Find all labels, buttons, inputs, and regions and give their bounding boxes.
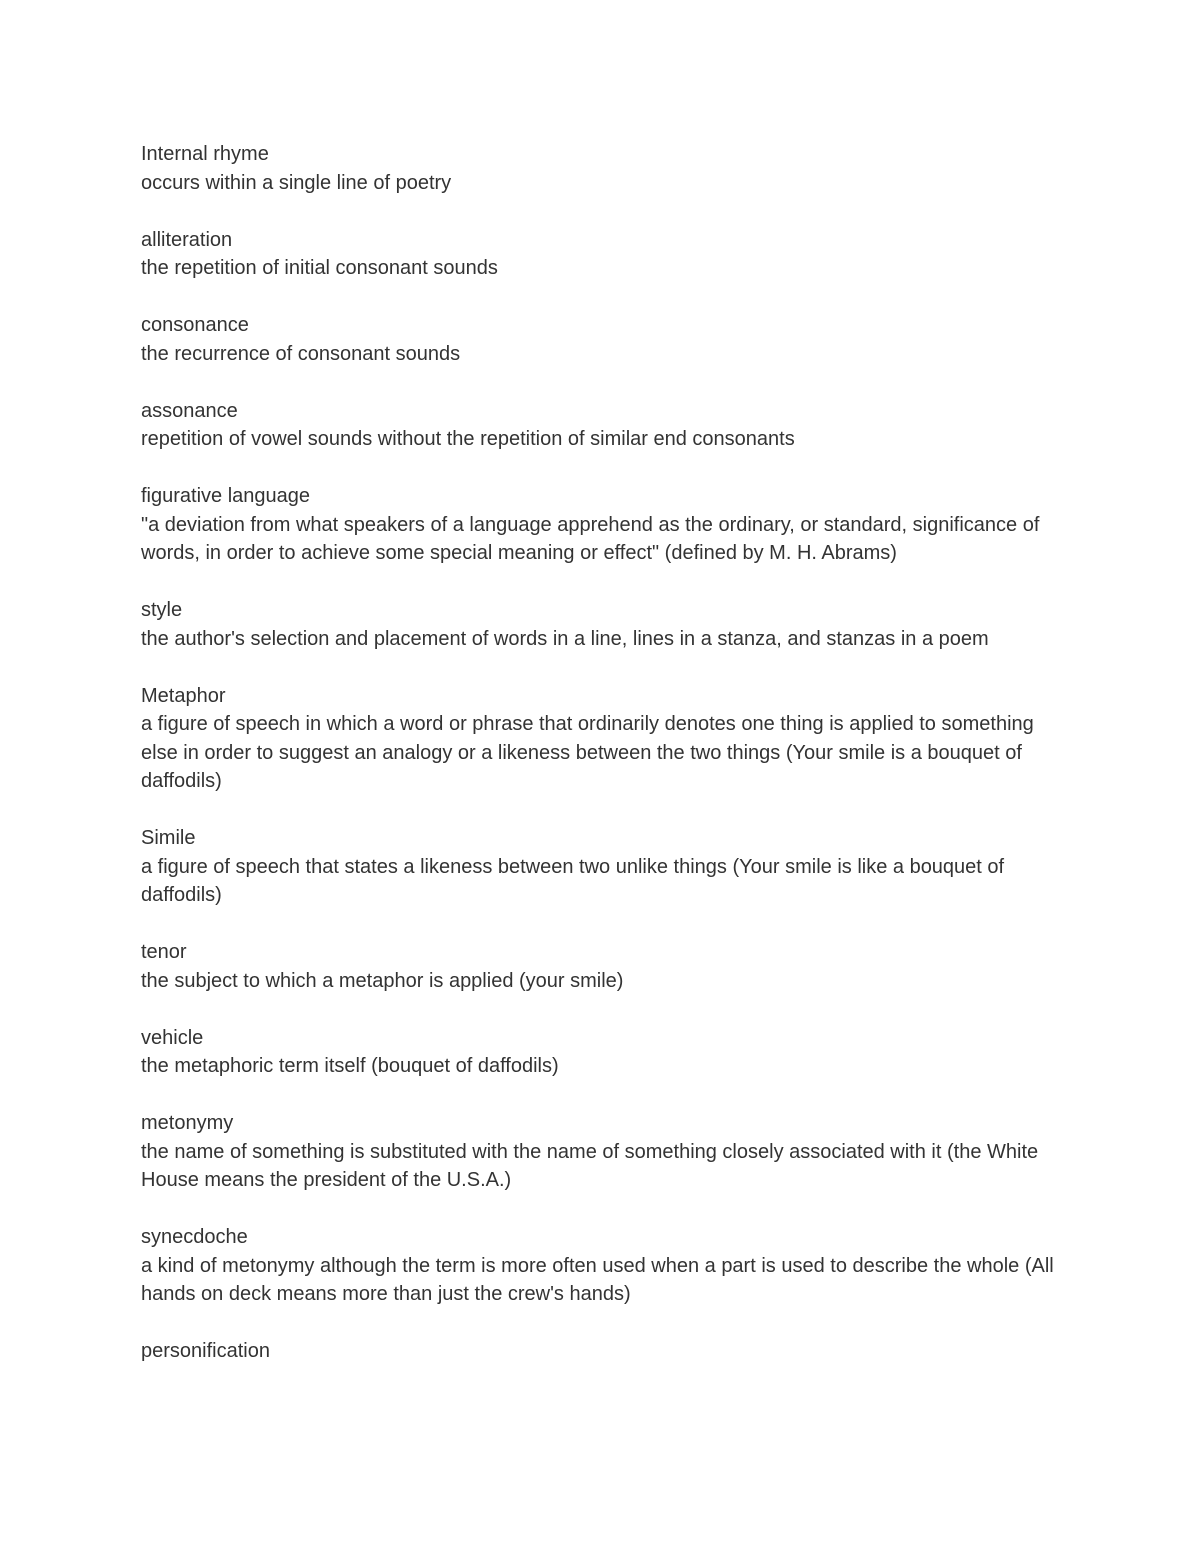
glossary-term: Simile bbox=[141, 827, 196, 849]
glossary-term: alliteration bbox=[141, 228, 233, 251]
glossary-definition: the recurrence of consonant sounds bbox=[141, 342, 461, 365]
glossary-term: Metaphor bbox=[141, 684, 226, 707]
glossary-definition: the repetition of initial consonant sounds bbox=[141, 257, 498, 279]
glossary-definition: a figure of speech that states a likeness between two unlike things (Your smile is like a bouquet of daffodils) bbox=[141, 855, 1005, 906]
glossary-term: personification bbox=[141, 1340, 270, 1362]
glossary-definition: the subject to which a metaphor is applied (your smile) bbox=[141, 969, 624, 992]
glossary-entry bbox=[141, 226, 1071, 283]
glossary-entry bbox=[141, 397, 1071, 454]
glossary-term: synecdoche bbox=[141, 1226, 248, 1248]
glossary-entry bbox=[141, 824, 1071, 910]
glossary-entry bbox=[141, 1109, 1071, 1195]
glossary-definition: a figure of speech in which a word or phrase that ordinarily denotes one thing is applied to something else in order to suggest an analogy or a likeness between the two things (Your smile is a bouquet of daffodils) bbox=[141, 713, 1034, 792]
glossary-entry bbox=[141, 311, 1071, 368]
glossary-term: assonance bbox=[141, 399, 238, 422]
glossary-term: vehicle bbox=[141, 1026, 204, 1049]
glossary-entry bbox=[141, 1337, 1071, 1366]
glossary-term: style bbox=[141, 599, 183, 621]
glossary-definition: "a deviation from what speakers of a language apprehend as the ordinary, or standard, significance of words, in order to achieve some special meaning or effect" (defined by M. H. Abrams) bbox=[141, 513, 1040, 564]
glossary-entry bbox=[141, 682, 1071, 796]
glossary-entry bbox=[141, 140, 1071, 197]
glossary-term: tenor bbox=[141, 941, 187, 963]
glossary-entry bbox=[141, 1024, 1071, 1081]
glossary-entry bbox=[141, 482, 1071, 568]
glossary-entry bbox=[141, 596, 1071, 653]
glossary-definition: repetition of vowel sounds without the repetition of similar end consonants bbox=[141, 428, 795, 450]
glossary-term: consonance bbox=[141, 314, 249, 336]
glossary-term: metonymy bbox=[141, 1112, 234, 1134]
glossary-entry bbox=[141, 1223, 1071, 1309]
glossary-list bbox=[141, 140, 1071, 1394]
glossary-term: Internal rhyme bbox=[141, 143, 269, 165]
glossary-definition: a kind of metonymy although the term is more often used when a part is used to describe the whole (All hands on deck means more than just the crew's hands) bbox=[141, 1254, 1054, 1305]
glossary-entry bbox=[141, 938, 1071, 995]
glossary-term: figurative language bbox=[141, 485, 311, 507]
glossary-definition: the metaphoric term itself (bouquet of daffodils) bbox=[141, 1055, 559, 1077]
glossary-definition: the name of something is substituted with the name of something closely associated with it (the White House means the president of the U.S.A.) bbox=[141, 1140, 1039, 1191]
glossary-definition: occurs within a single line of poetry bbox=[141, 171, 452, 194]
glossary-definition: the author's selection and placement of words in a line, lines in a stanza, and stanzas in a poem bbox=[141, 627, 989, 650]
